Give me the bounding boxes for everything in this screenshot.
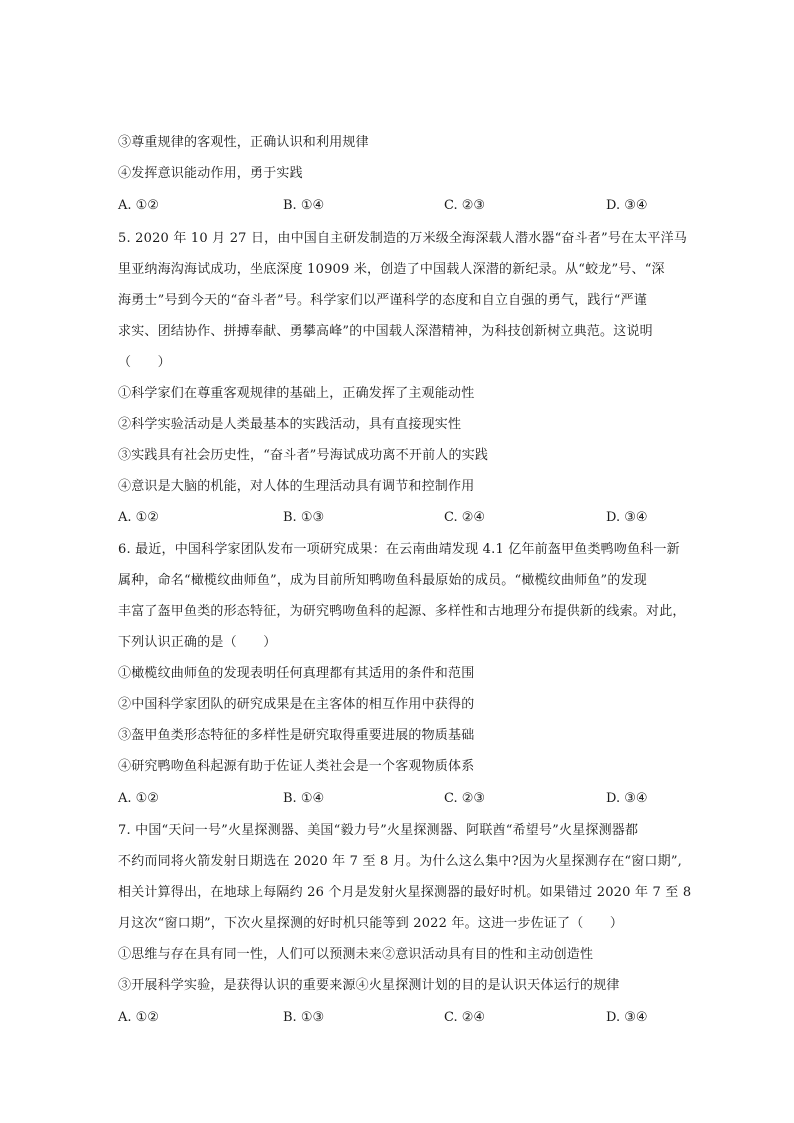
q5-stem-line: 海勇士”号到今天的“奋斗者”号。科学家们以严谨科学的态度和自立自强的勇气，践行“严谨	[118, 293, 647, 308]
q6-option-d[interactable]: D. ③④	[606, 791, 648, 806]
q6-statement-2: ②中国科学家团队的研究成果是在主客体的相互作用中获得的	[118, 697, 475, 712]
q7-option-a[interactable]: A. ①②	[118, 1010, 159, 1025]
q7-option-d[interactable]: D. ③④	[606, 1010, 648, 1025]
q6-statement-4: ④研究鸭吻鱼科起源有助于佐证人类社会是一个客观物质体系	[118, 759, 475, 774]
q6-option-c[interactable]: C. ②③	[444, 791, 486, 806]
q7-stem-line: 月这次“窗口期”，下次火星探测的好时机只能等到 2022 年。这进一步佐证了（ ）	[118, 916, 624, 931]
q6-stem-line: 下列认识正确的是（ ）	[118, 635, 277, 650]
q6-stem-line: 6. 最近，中国科学家团队发布一项研究成果：在云南曲靖发现 4.1 亿年前盔甲鱼类鸭吻鱼科一新	[118, 542, 680, 557]
statement-4: ④发挥意识能动作用，勇于实践	[118, 166, 303, 181]
option-b[interactable]: B. ①④	[283, 198, 325, 213]
statement-3: ③尊重规律的客观性，正确认识和利用规律	[118, 135, 369, 150]
q5-stem-line: 求实、团结协作、拼搏奉献、勇攀高峰”的中国载人深潜精神，为科技创新树立典范。这说明	[118, 324, 653, 339]
q5-statement-3: ③实践具有社会历史性，“奋斗者”号海试成功离不开前人的实践	[118, 448, 489, 463]
q7-option-b[interactable]: B. ①③	[283, 1010, 325, 1025]
q6-statement-1: ①橄榄纹曲师鱼的发现表明任何真理都有其适用的条件和范围	[118, 666, 475, 681]
q5-stem-line: 里亚纳海沟海试成功，坐底深度 10909 米，创造了中国载人深潜的新纪录。从“蛟龙”号、“深	[118, 262, 665, 277]
q6-option-a[interactable]: A. ①②	[118, 791, 159, 806]
q7-stem-line: 7. 中国“天问一号”火星探测器、美国“毅力号”火星探测器、阿联酋“希望号”火星探测器都	[118, 823, 639, 838]
q7-statements-3-4: ③开展科学实验，是获得认识的重要来源④火星探测计划的目的是认识天体运行的规律	[118, 978, 620, 993]
q7-option-c[interactable]: C. ②④	[444, 1010, 486, 1025]
q6-option-b[interactable]: B. ①④	[283, 791, 325, 806]
q7-stem-line: 不约而同将火箭发射日期选在 2020 年 7 至 8 月。为什么这么集中?因为火星探测存在“窗口期”,	[118, 854, 683, 869]
option-a[interactable]: A. ①②	[118, 198, 159, 213]
q5-stem-line: 5. 2020 年 10 月 27 日，由中国自主研发制造的万米级全海深载人潜水器“奋斗者”号在太平洋马	[118, 231, 688, 246]
q5-answer-blank: （ ）	[118, 355, 171, 370]
q5-statement-4: ④意识是大脑的机能，对人体的生理活动具有调节和控制作用	[118, 479, 475, 494]
q7-stem-line: 相关计算得出，在地球上每隔约 26 个月是发射火星探测器的最好时机。如果错过 2020 年 7 至 8	[118, 885, 692, 900]
q6-statement-3: ③盔甲鱼类形态特征的多样性是研究取得重要进展的物质基础	[118, 728, 475, 743]
option-d[interactable]: D. ③④	[606, 198, 648, 213]
q5-statement-1: ①科学家们在尊重客观规律的基础上，正确发挥了主观能动性	[118, 386, 475, 401]
option-c[interactable]: C. ②③	[444, 198, 486, 213]
q5-option-c[interactable]: C. ②④	[444, 510, 486, 525]
q7-statements-1-2: ①思维与存在具有同一性，人们可以预测未来②意识活动具有目的性和主动创造性	[118, 947, 594, 962]
q5-option-d[interactable]: D. ③④	[606, 510, 648, 525]
q6-stem-line: 属种，命名“橄榄纹曲师鱼”，成为目前所知鸭吻鱼科最原始的成员。“橄榄纹曲师鱼”的发现	[118, 573, 647, 588]
q5-option-b[interactable]: B. ①③	[283, 510, 325, 525]
q5-statement-2: ②科学实验活动是人类最基本的实践活动，具有直接现实性	[118, 417, 462, 432]
q5-option-a[interactable]: A. ①②	[118, 510, 159, 525]
q6-stem-line: 丰富了盔甲鱼类的形态特征，为研究鸭吻鱼科的起源、多样性和古地理分布提供新的线索。对此，	[118, 604, 686, 619]
